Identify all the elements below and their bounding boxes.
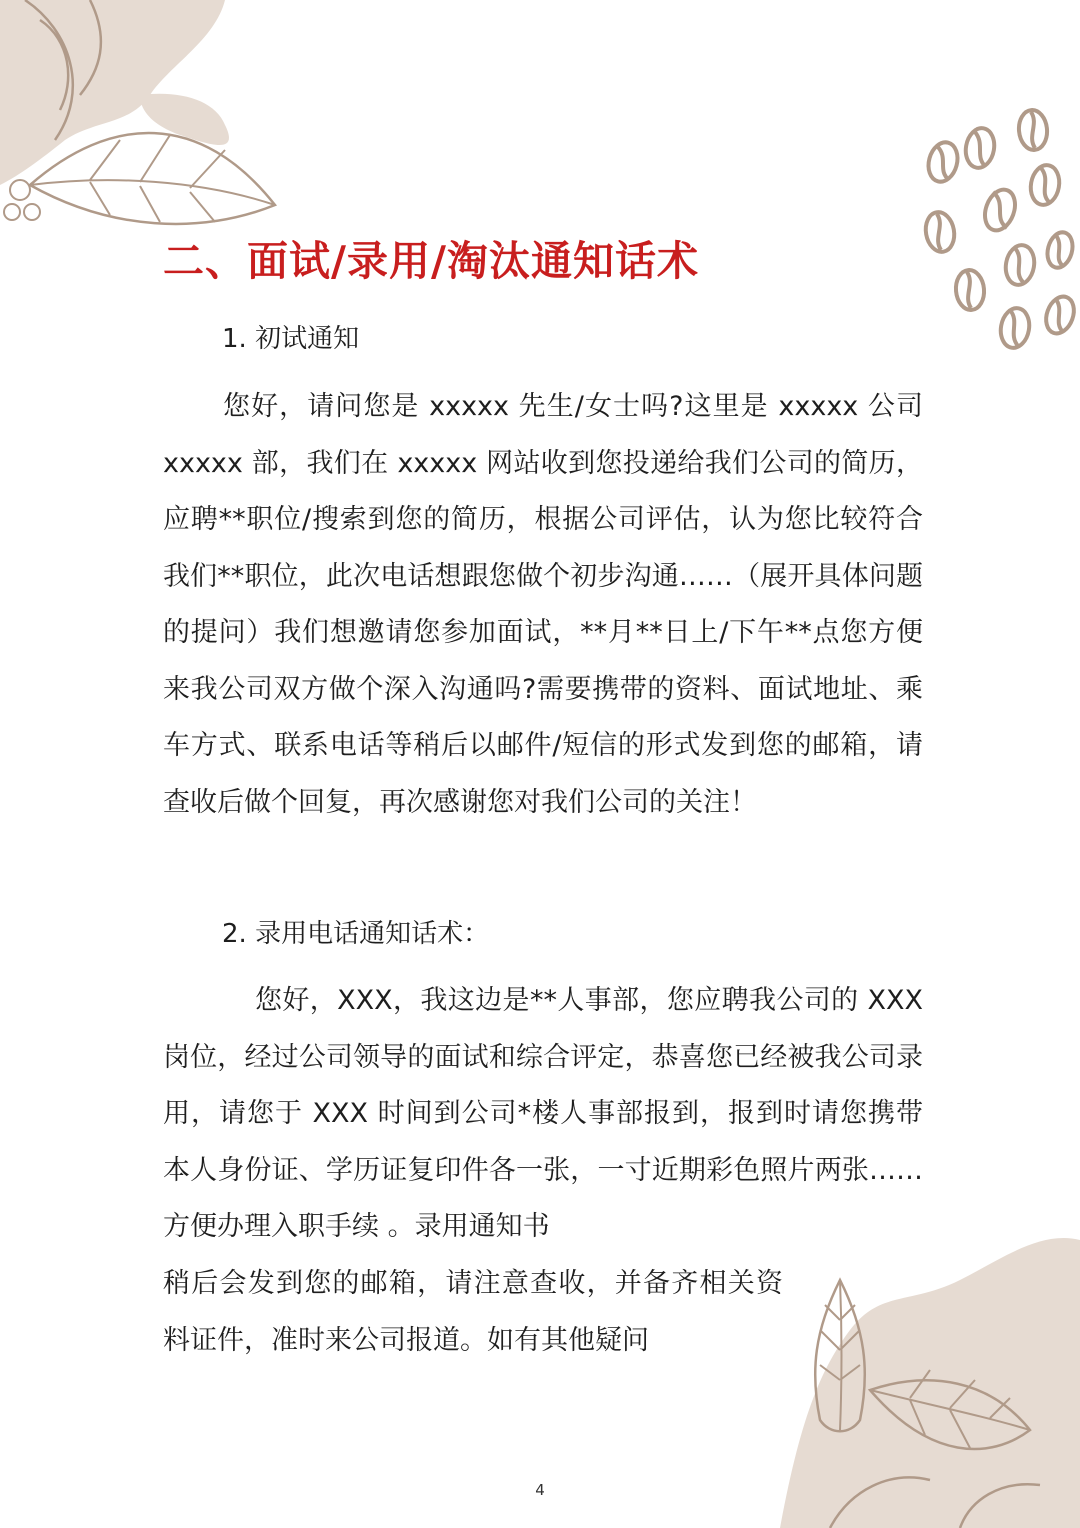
initial-interview-script: 您好，请问您是 xxxxx 先生/女士吗?这里是 xxxxx 公司 xxxxx 部，我们在 xxxxx 网站收到您投递给我们公司的简历，应聘**职位/搜索到您的简历，根据公司评估，认为您比较符合我们**职位，此次电话想跟您做个初步沟通……（展开具体问题的提问）我们想邀请您参加面试，**月**日上/下午**点您方便来我公司双方做个深入沟通吗?需要携带的资料、面试地址、乘车方式、联系电话等稍后以邮件/短信的形式发到您的邮箱，请查收后做个回复，再次感谢您对我们公司的关注！ xyxy=(163,391,923,818)
coffee-beans-decoration xyxy=(915,100,1080,360)
offer-call-script: 您好，XXX，我这边是**人事部，您应聘我公司的 XXX 岗位，经过公司领导的面试和综合评定，恭喜您已经被我公司录用，请您于 XXX 时间到公司*楼人事部报到，报到时请您携带本人身份证、学历证复印件各一张，一寸近期彩色照片两张……方便办理入职手续 。录用通知书 xyxy=(163,985,923,1242)
section-heading-initial-interview: 1. 初试通知 xyxy=(222,324,360,354)
offer-call-script-continued: 稍后会发到您的邮箱，请注意查收，并备齐相关资料证件，准时来公司报道。如有其他疑问 xyxy=(163,1268,783,1356)
page-title: 二、面试/录用/淘汰通知话术 xyxy=(163,237,699,285)
leaf-decoration-top-left xyxy=(0,0,300,250)
section-heading-offer-call: 2. 录用电话通知话术： xyxy=(222,919,490,949)
page-number: 4 xyxy=(535,1481,545,1499)
